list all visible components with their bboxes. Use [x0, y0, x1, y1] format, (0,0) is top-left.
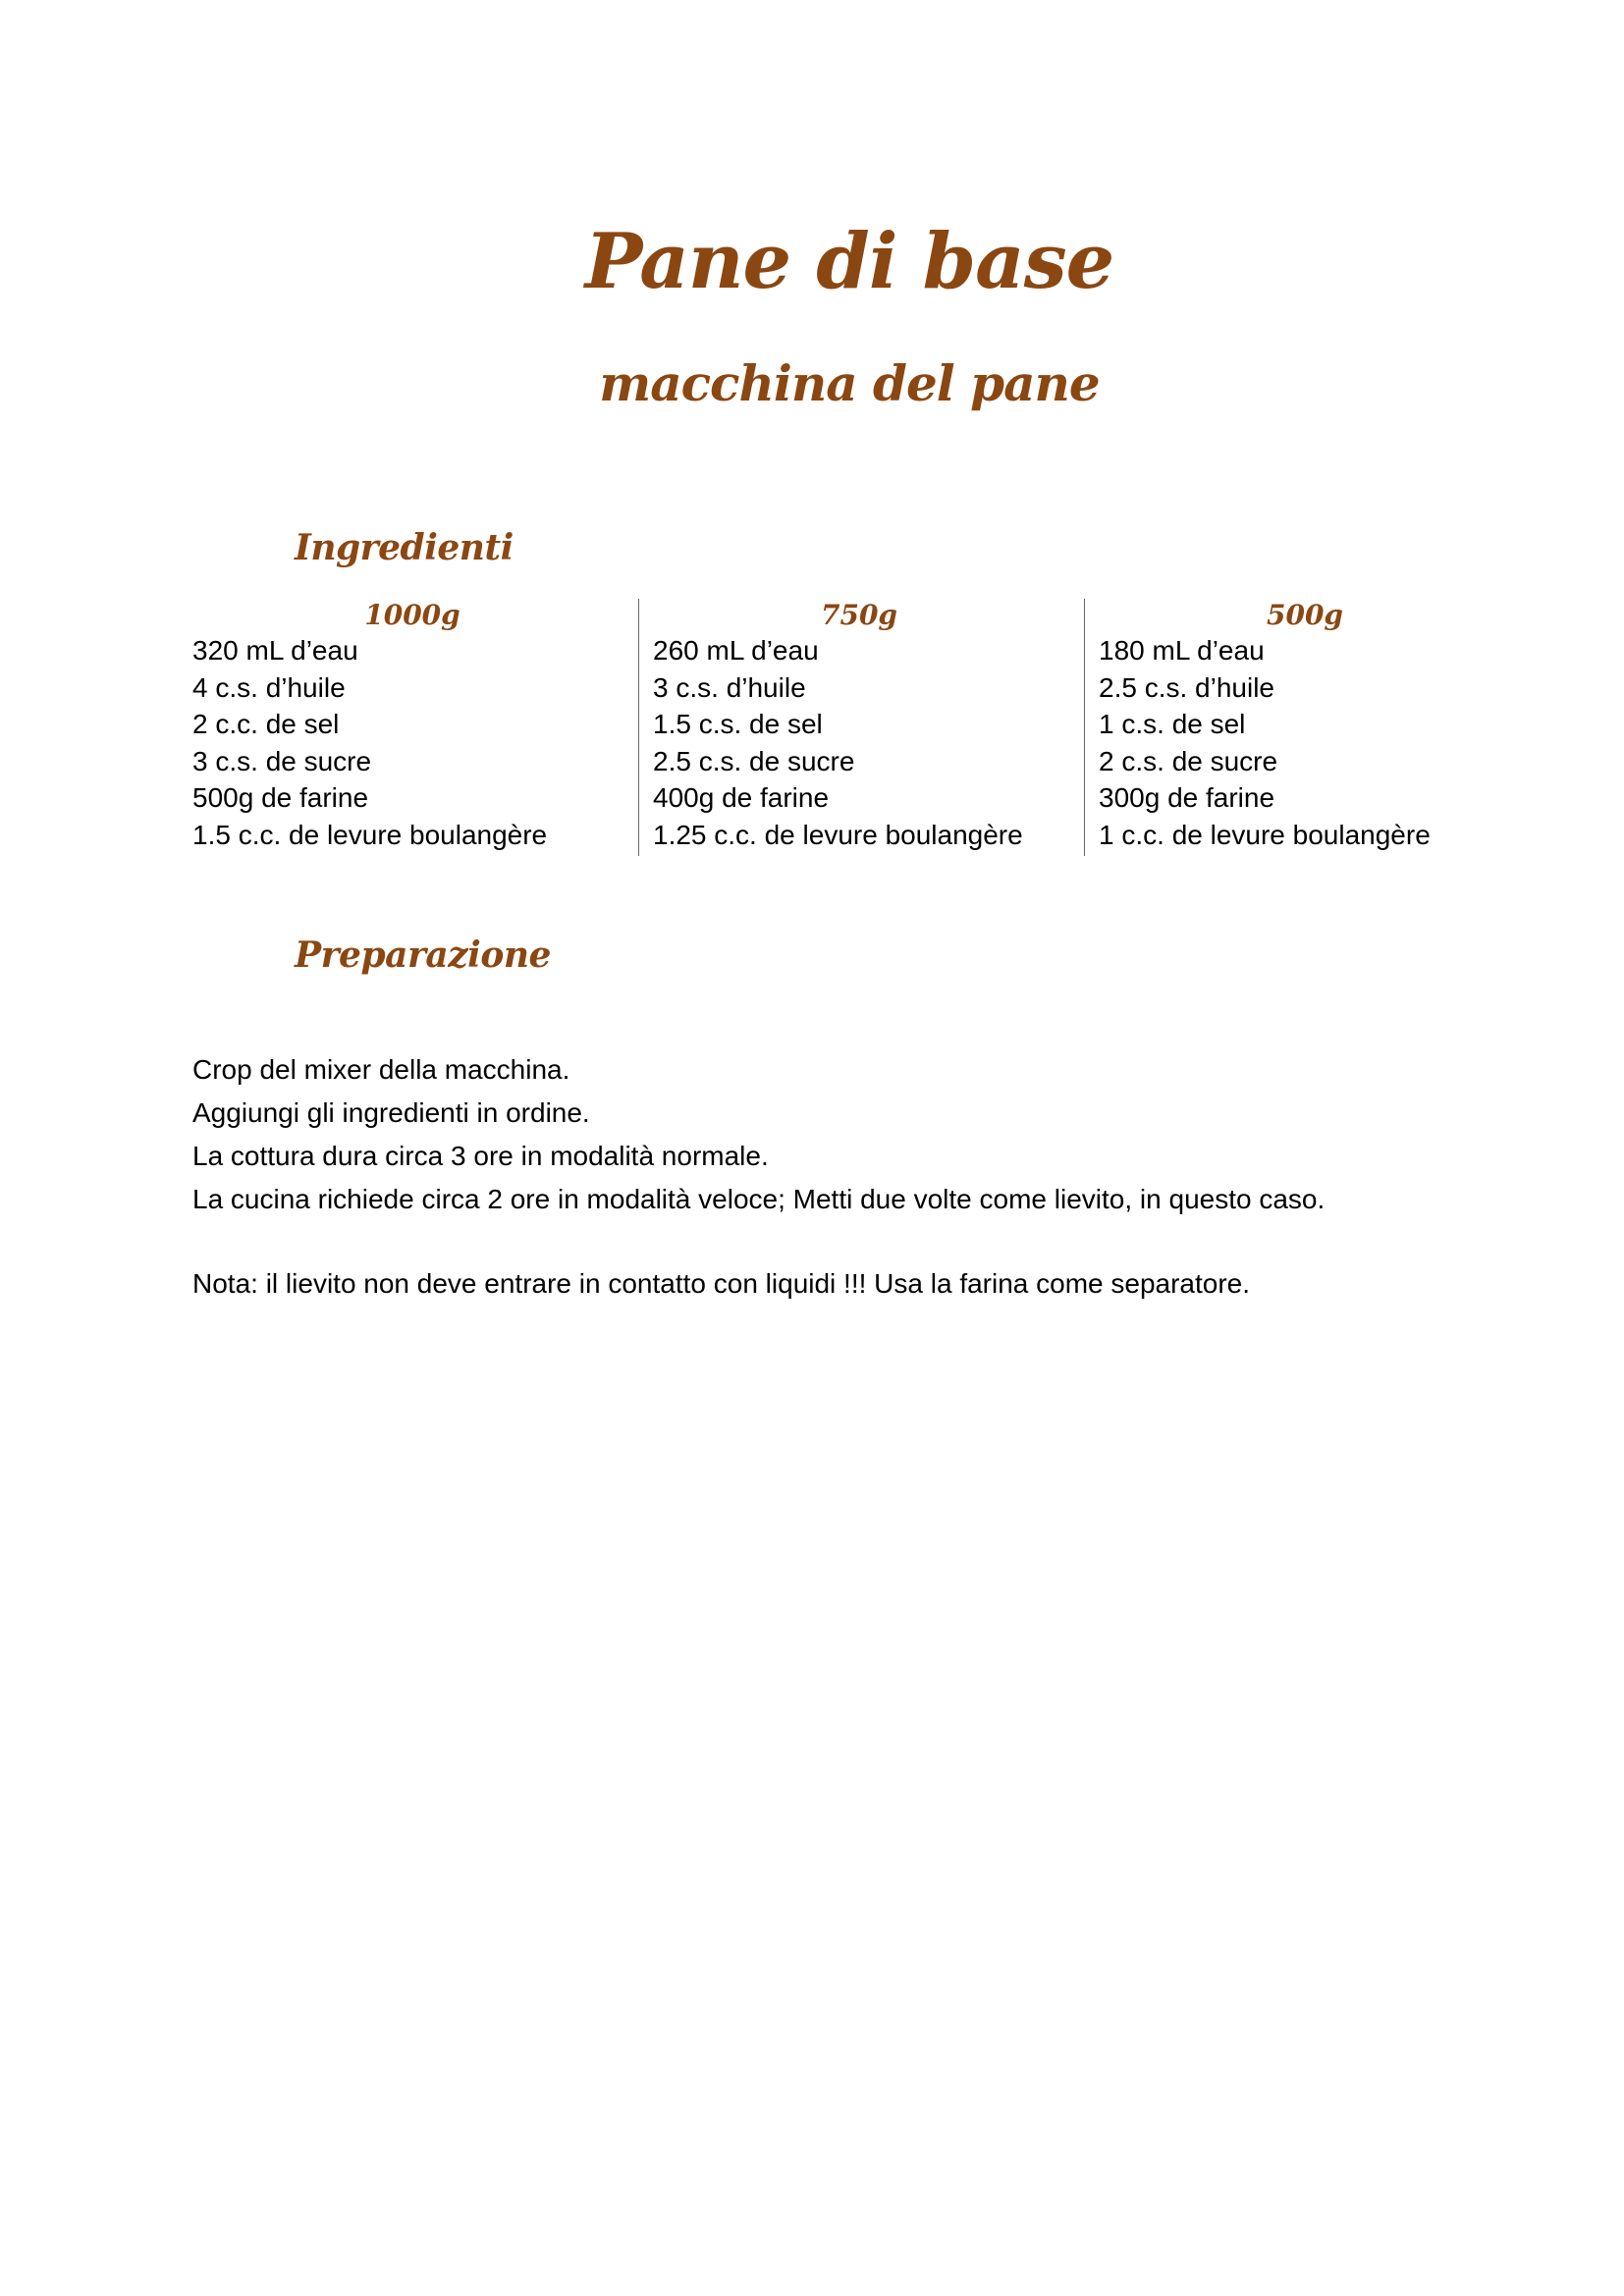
recipe-subtitle: macchina del pane [599, 354, 1100, 412]
preparation-note: Nota: il lievito non deve entrare in contatto con liquidi !!! Usa la farina come separatore. [192, 1268, 1251, 1299]
ingredient-item: 300g de farine [1099, 782, 1275, 814]
ingredient-item: 2.5 c.s. de sucre [653, 745, 855, 776]
ingredient-item: 2 c.c. de sel [192, 709, 340, 740]
preparation-heading: Preparazione [295, 934, 551, 976]
recipe-title: Pane di base [584, 217, 1114, 306]
ingredient-list [192, 632, 632, 854]
ingredient-list [639, 632, 1079, 854]
ingredient-item: 260 mL d’eau [653, 635, 819, 666]
ingredient-item: 500g de farine [192, 782, 369, 814]
ingredients-heading: Ingredienti [295, 527, 514, 568]
ingredient-item: 2 c.s. de sucre [1099, 745, 1278, 776]
preparation-step: Crop del mixer della macchina. [192, 1054, 570, 1085]
ingredient-item: 1.5 c.s. de sel [653, 709, 823, 740]
ingredient-item: 180 mL d’eau [1099, 635, 1265, 666]
preparation-body [192, 1048, 1469, 1306]
ingredient-item: 1 c.c. de levure boulangère [1099, 819, 1431, 850]
preparation-step: La cottura dura circa 3 ore in modalità normale. [192, 1141, 769, 1171]
ingredients-table [192, 599, 1430, 856]
ingredients-column-500g [1084, 599, 1525, 856]
preparation-step: Aggiungi gli ingredienti in ordine. [192, 1097, 590, 1128]
ingredient-item: 1 c.s. de sel [1099, 709, 1246, 740]
ingredients-column-1000g [192, 599, 632, 856]
column-size-label: 1000g [364, 599, 460, 631]
column-size-label: 750g [820, 599, 898, 631]
ingredient-item: 1.25 c.c. de levure boulangère [653, 819, 1023, 850]
ingredient-item: 1.5 c.c. de levure boulangère [192, 819, 548, 850]
ingredient-list [1085, 632, 1525, 854]
ingredient-item: 4 c.s. d’huile [192, 671, 346, 703]
ingredient-item: 3 c.s. de sucre [192, 745, 372, 776]
preparation-step: La cucina richiede circa 2 ore in modalità veloce; Metti due volte come lievito, in questo caso. [192, 1184, 1326, 1214]
ingredient-item: 400g de farine [653, 782, 830, 814]
ingredient-item: 2.5 c.s. d’huile [1099, 671, 1274, 703]
ingredient-item: 320 mL d’eau [192, 635, 358, 666]
column-size-label: 500g [1266, 599, 1344, 631]
ingredient-item: 3 c.s. d’huile [653, 671, 806, 703]
paragraph-spacer [192, 1221, 1469, 1262]
ingredients-column-750g [638, 599, 1079, 856]
